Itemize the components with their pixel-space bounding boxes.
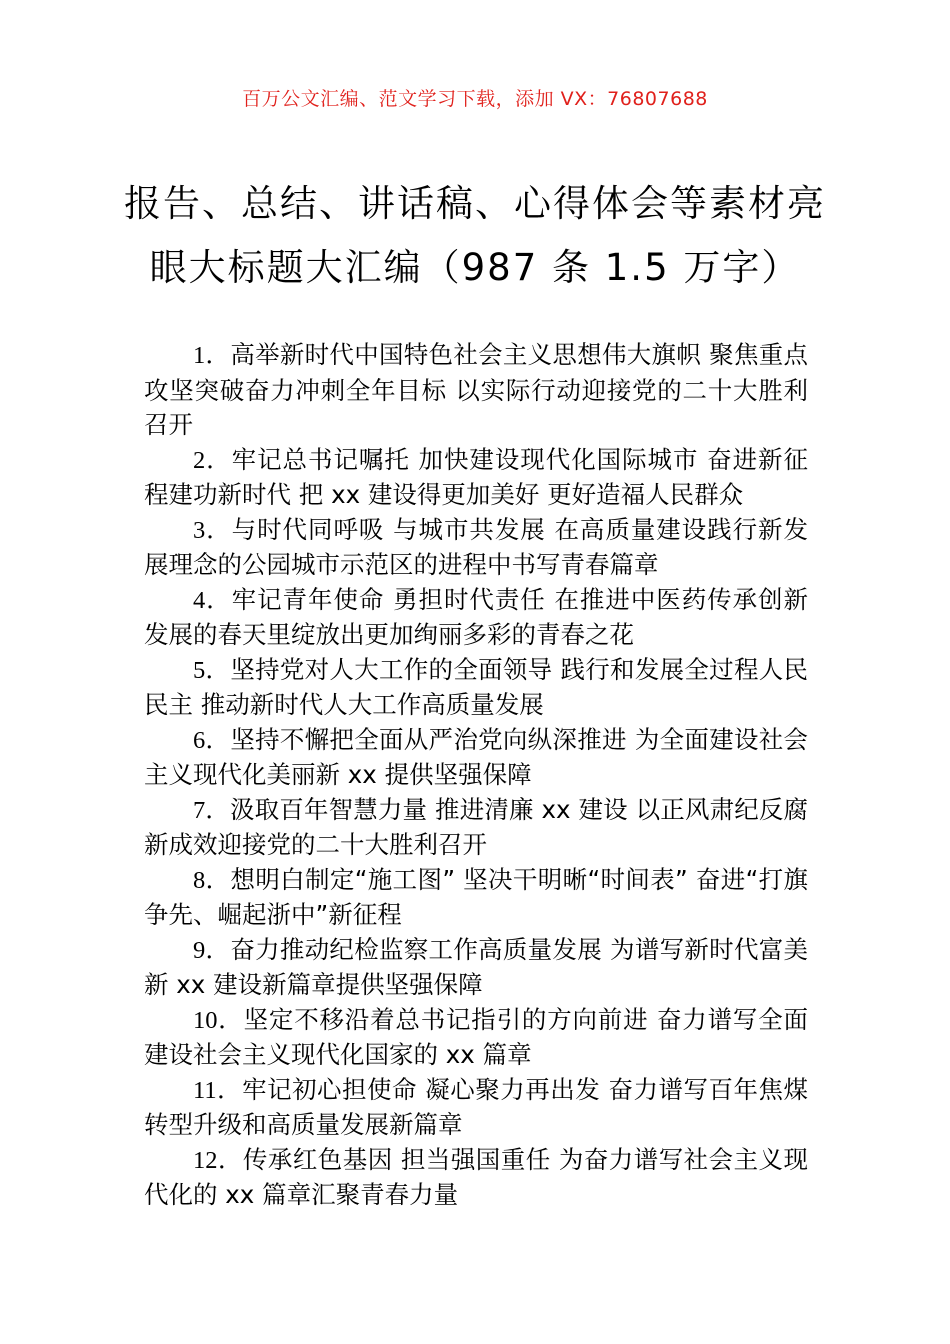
list-item xyxy=(144,1003,808,1073)
item-number: 11． xyxy=(193,1076,243,1104)
item-text: 坚定不移沿着总书记指引的方向前进 奋力谱写全面建设社会主义现代化国家的 xx 篇章 xyxy=(144,1004,808,1069)
item-number: 9． xyxy=(193,936,231,964)
document-title xyxy=(100,172,850,300)
list-item xyxy=(144,338,808,443)
item-number: 8． xyxy=(193,866,231,894)
item-number: 6． xyxy=(193,726,231,754)
list-item xyxy=(144,583,808,653)
list-item xyxy=(144,933,808,1003)
item-text: 想明白制定“施工图” 坚决干明晰“时间表” 奋进“打旗争先、崛起浙中”新征程 xyxy=(144,864,809,929)
item-text: 奋力推动纪检监察工作高质量发展 为谱写新时代富美新 xx 建设新篇章提供坚强保障 xyxy=(144,934,808,999)
list-item xyxy=(144,863,808,933)
item-number: 7． xyxy=(193,796,231,824)
list-item xyxy=(144,513,808,583)
list-item xyxy=(144,443,808,513)
headline-list xyxy=(144,338,808,1213)
list-item xyxy=(144,723,808,793)
item-number: 2． xyxy=(193,446,232,474)
item-number: 3． xyxy=(193,516,232,544)
item-text: 高举新时代中国特色社会主义思想伟大旗帜 聚焦重点攻坚突破奋力冲刺全年目标 以实际行动迎接党的二十大胜利召开 xyxy=(144,340,808,439)
item-text: 牢记青年使命 勇担时代责任 在推进中医药传承创新发展的春天里绽放出更加绚丽多彩的青春之花 xyxy=(144,584,809,649)
item-text: 坚持不懈把全面从严治党向纵深推进 为全面建设社会主义现代化美丽新 xx 提供坚强保障 xyxy=(144,724,808,789)
item-number: 5． xyxy=(193,656,231,684)
item-number: 12． xyxy=(193,1146,243,1174)
header-note: 百万公文汇编、范文学习下载，添加 VX：76807688 xyxy=(242,88,708,110)
item-text: 传承红色基因 担当强国重任 为奋力谱写社会主义现代化的 xx 篇章汇聚青春力量 xyxy=(144,1144,809,1209)
item-text: 坚持党对人大工作的全面领导 践行和发展全过程人民民主 推动新时代人大工作高质量发展 xyxy=(144,654,808,719)
list-item xyxy=(144,1143,808,1213)
item-number: 1． xyxy=(193,342,231,369)
list-item xyxy=(144,653,808,723)
title-line-2: 眼大标题大汇编（987 条 1.5 万字） xyxy=(149,246,801,289)
item-text: 与时代同呼吸 与城市共发展 在高质量建设践行新发展理念的公园城市示范区的进程中书写青春篇章 xyxy=(144,514,809,579)
item-number: 4． xyxy=(193,586,232,614)
list-item xyxy=(144,793,808,863)
title-line-1: 报告、总结、讲话稿、心得体会等素材亮 xyxy=(124,182,826,225)
item-text: 牢记初心担使命 凝心聚力再出发 奋力谱写百年焦煤转型升级和高质量发展新篇章 xyxy=(144,1074,808,1139)
item-text: 牢记总书记嘱托 加快建设现代化国际城市 奋进新征程建功新时代 把 xx 建设得更加美好 更好造福人民群众 xyxy=(144,444,809,509)
list-item xyxy=(144,1073,808,1143)
item-text: 汲取百年智慧力量 推进清廉 xx 建设 以正风肃纪反腐新成效迎接党的二十大胜利召开 xyxy=(144,794,808,859)
item-number: 10． xyxy=(193,1006,244,1034)
